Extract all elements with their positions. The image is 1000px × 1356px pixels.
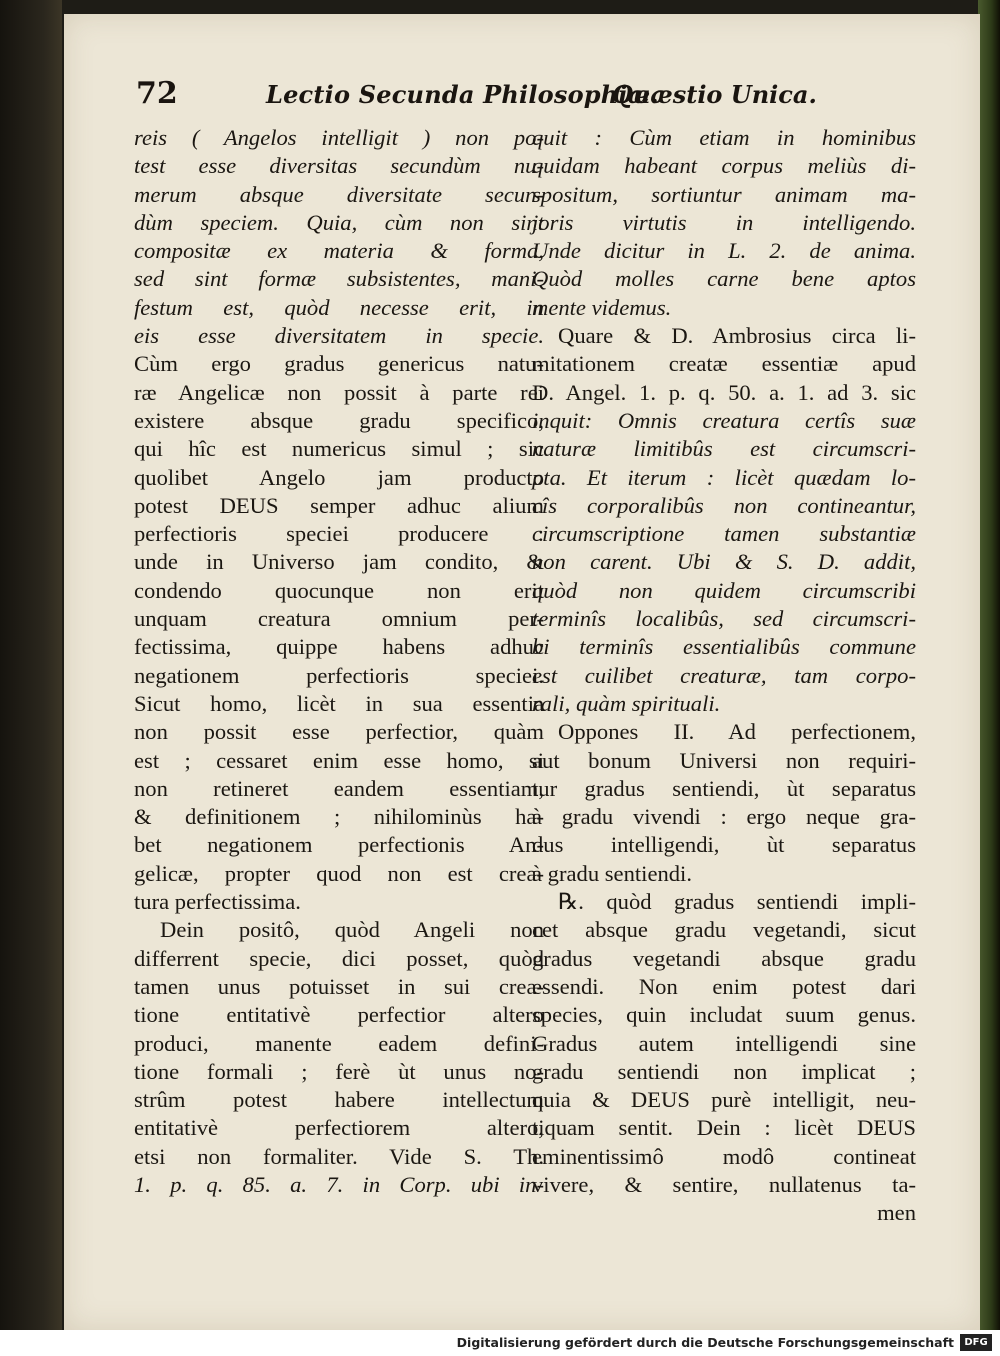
text-line: terminîs localibûs, sed circumscri- bbox=[532, 606, 916, 632]
text-line: dus intelligendi, ùt separatus bbox=[532, 832, 916, 858]
text-column-left bbox=[134, 124, 544, 1199]
text-line: perfectioris speciei producere : bbox=[134, 521, 544, 547]
text-line: aut bonum Universi non requiri- bbox=[532, 747, 916, 773]
text-line: D. Angel. 1. p. q. 50. a. 1. ad 3. sic bbox=[532, 379, 916, 405]
text-line: spositum, sortiuntur animam ma- bbox=[532, 181, 916, 207]
text-line: species, quin includat suum genus. bbox=[532, 1002, 916, 1028]
text-line: tamen unus potuisset in sui crea- bbox=[134, 973, 544, 999]
text-line: negationem perfectioris speciei. bbox=[134, 662, 544, 688]
text-line: non possit esse perfectior, quàm bbox=[134, 719, 544, 745]
text-line: existere absque gradu specifico, bbox=[134, 407, 544, 433]
text-line: potest DEUS semper adhuc alium bbox=[134, 492, 544, 518]
scan-border-left bbox=[0, 0, 62, 1330]
text-line: entitativè perfectiorem altero, bbox=[134, 1115, 544, 1141]
text-line: cet absque gradu vegetandi, sicut bbox=[532, 917, 916, 943]
text-line: ræ Angelicæ non possit à parte rei bbox=[134, 379, 544, 405]
text-line: Unde dicitur in L. 2. de anima. bbox=[532, 238, 916, 264]
text-line: Oppones II. Ad perfectionem, bbox=[558, 719, 916, 745]
text-line: unquam creatura omnium per- bbox=[134, 606, 544, 632]
text-line: quòd non quidem circumscribi bbox=[532, 577, 916, 603]
text-line: reis ( Angelos intelligit ) non po- bbox=[134, 125, 544, 150]
text-line: eis esse diversitatem in specie. bbox=[134, 323, 544, 349]
text-line: festum est, quòd necesse erit, in bbox=[134, 294, 544, 320]
text-line: non retineret eandem essentiam, bbox=[134, 775, 544, 801]
text-line: circumscriptione tamen substantiæ bbox=[532, 521, 916, 547]
text-line: essendi. Non enim potest dari bbox=[532, 973, 916, 999]
text-line: tura perfectissima. bbox=[134, 889, 301, 915]
running-title: Lectio Secunda Philosophiæ. bbox=[266, 80, 659, 109]
text-line: Quare & D. Ambrosius circa li- bbox=[558, 323, 916, 349]
text-line: naturæ limitibûs est circumscri- bbox=[532, 436, 916, 462]
text-line: bet negationem perfectionis An- bbox=[134, 832, 544, 858]
text-line: ℞. quòd gradus sentiendi impli- bbox=[558, 889, 916, 915]
text-line: merum absque diversitate secun- bbox=[134, 181, 544, 207]
text-line: tiquam sentit. Dein : licèt DEUS bbox=[532, 1115, 916, 1141]
text-line: quolibet Angelo jam producto bbox=[134, 464, 544, 490]
text-line: Cùm ergo gradus genericus natu- bbox=[134, 351, 544, 377]
text-line: pta. Et iterum : licèt quædam lo- bbox=[532, 464, 916, 490]
text-line: Gradus autem intelligendi sine bbox=[532, 1030, 916, 1056]
text-line: à gradu sentiendi. bbox=[532, 860, 692, 886]
text-line: tione formali ; ferè ùt unus no- bbox=[134, 1058, 544, 1084]
text-line: etsi non formaliter. Vide S. Th. bbox=[134, 1143, 544, 1169]
text-line: qui hîc est numericus simul ; sic bbox=[134, 436, 544, 462]
text-line: Dein positô, quòd Angeli non bbox=[160, 917, 544, 943]
text-line: dùm speciem. Quia, cùm non sint bbox=[134, 209, 544, 235]
text-line: cîs corporalibûs non contineantur, bbox=[532, 492, 916, 518]
text-line: est cuilibet creaturæ, tam corpo- bbox=[532, 662, 916, 688]
text-column-right bbox=[532, 124, 916, 1228]
text-line: 1. p. q. 85. a. 7. in Corp. ubi in- bbox=[134, 1171, 544, 1197]
text-line: eminentissimô modô contineat bbox=[532, 1143, 916, 1169]
text-line: Quòd molles carne bene aptos bbox=[532, 266, 916, 292]
scan-border-right bbox=[978, 0, 1000, 1330]
text-line: à gradu vivendi : ergo neque gra- bbox=[532, 804, 916, 830]
text-line: tione entitativè perfectior altero bbox=[134, 1002, 544, 1028]
text-line: non carent. Ubi & S. D. addit, bbox=[532, 549, 916, 575]
dfg-logo: DFG bbox=[960, 1334, 992, 1351]
text-line: rali, quàm spirituali. bbox=[532, 690, 721, 716]
text-line: inquit: Omnis creatura certîs suæ bbox=[532, 407, 916, 433]
text-line: joris virtutis in intelligendo. bbox=[532, 209, 916, 235]
text-line: quia & DEUS purè intelligit, neu- bbox=[532, 1087, 916, 1113]
running-question: Quæstio Unica. bbox=[612, 80, 817, 109]
text-line: strûm potest habere intellectum bbox=[134, 1087, 544, 1113]
text-line: gradu sentiendi non implicat ; bbox=[532, 1058, 916, 1084]
funding-credit: Digitalisierung gefördert durch die Deutsche Forschungsgemeinschaft bbox=[456, 1335, 954, 1350]
text-line: sed sint formæ subsistentes, mani- bbox=[134, 266, 544, 292]
text-line: quidam habeant corpus meliùs di- bbox=[532, 153, 916, 179]
running-head bbox=[136, 74, 916, 118]
text-line: tur gradus sentiendi, ùt separatus bbox=[532, 775, 916, 801]
text-line: men bbox=[877, 1200, 916, 1226]
text-line: vivere, & sentire, nullatenus ta- bbox=[532, 1171, 916, 1197]
text-line: differrent specie, dici posset, quòd bbox=[134, 945, 544, 971]
text-line: condendo quocunque non erit bbox=[134, 577, 544, 603]
page-number: 72 bbox=[136, 76, 178, 111]
text-line: Sicut homo, licèt in sua essentia bbox=[134, 690, 544, 716]
text-line: mente videmus. bbox=[532, 294, 672, 320]
text-line: gradus vegetandi absque gradu bbox=[532, 945, 916, 971]
text-line: compositæ ex materia & forma, bbox=[134, 238, 544, 264]
text-line: & definitionem ; nihilominùs ha- bbox=[134, 804, 544, 830]
text-line: bi terminîs essentialibûs commune bbox=[532, 634, 916, 660]
text-line: quit : Cùm etiam in hominibus bbox=[532, 125, 916, 150]
text-line: mitationem creatæ essentiæ apud bbox=[532, 351, 916, 377]
text-line: est ; cessaret enim esse homo, si bbox=[134, 747, 544, 773]
text-line: produci, manente eadem defini- bbox=[134, 1030, 544, 1056]
text-line: unde in Universo jam condito, & bbox=[134, 549, 544, 575]
footer-bar bbox=[0, 1330, 1000, 1356]
text-line: gelicæ, propter quod non est crea- bbox=[134, 860, 544, 886]
text-line: test esse diversitas secundùm nu- bbox=[134, 153, 544, 179]
text-line: fectissima, quippe habens adhuc bbox=[134, 634, 544, 660]
